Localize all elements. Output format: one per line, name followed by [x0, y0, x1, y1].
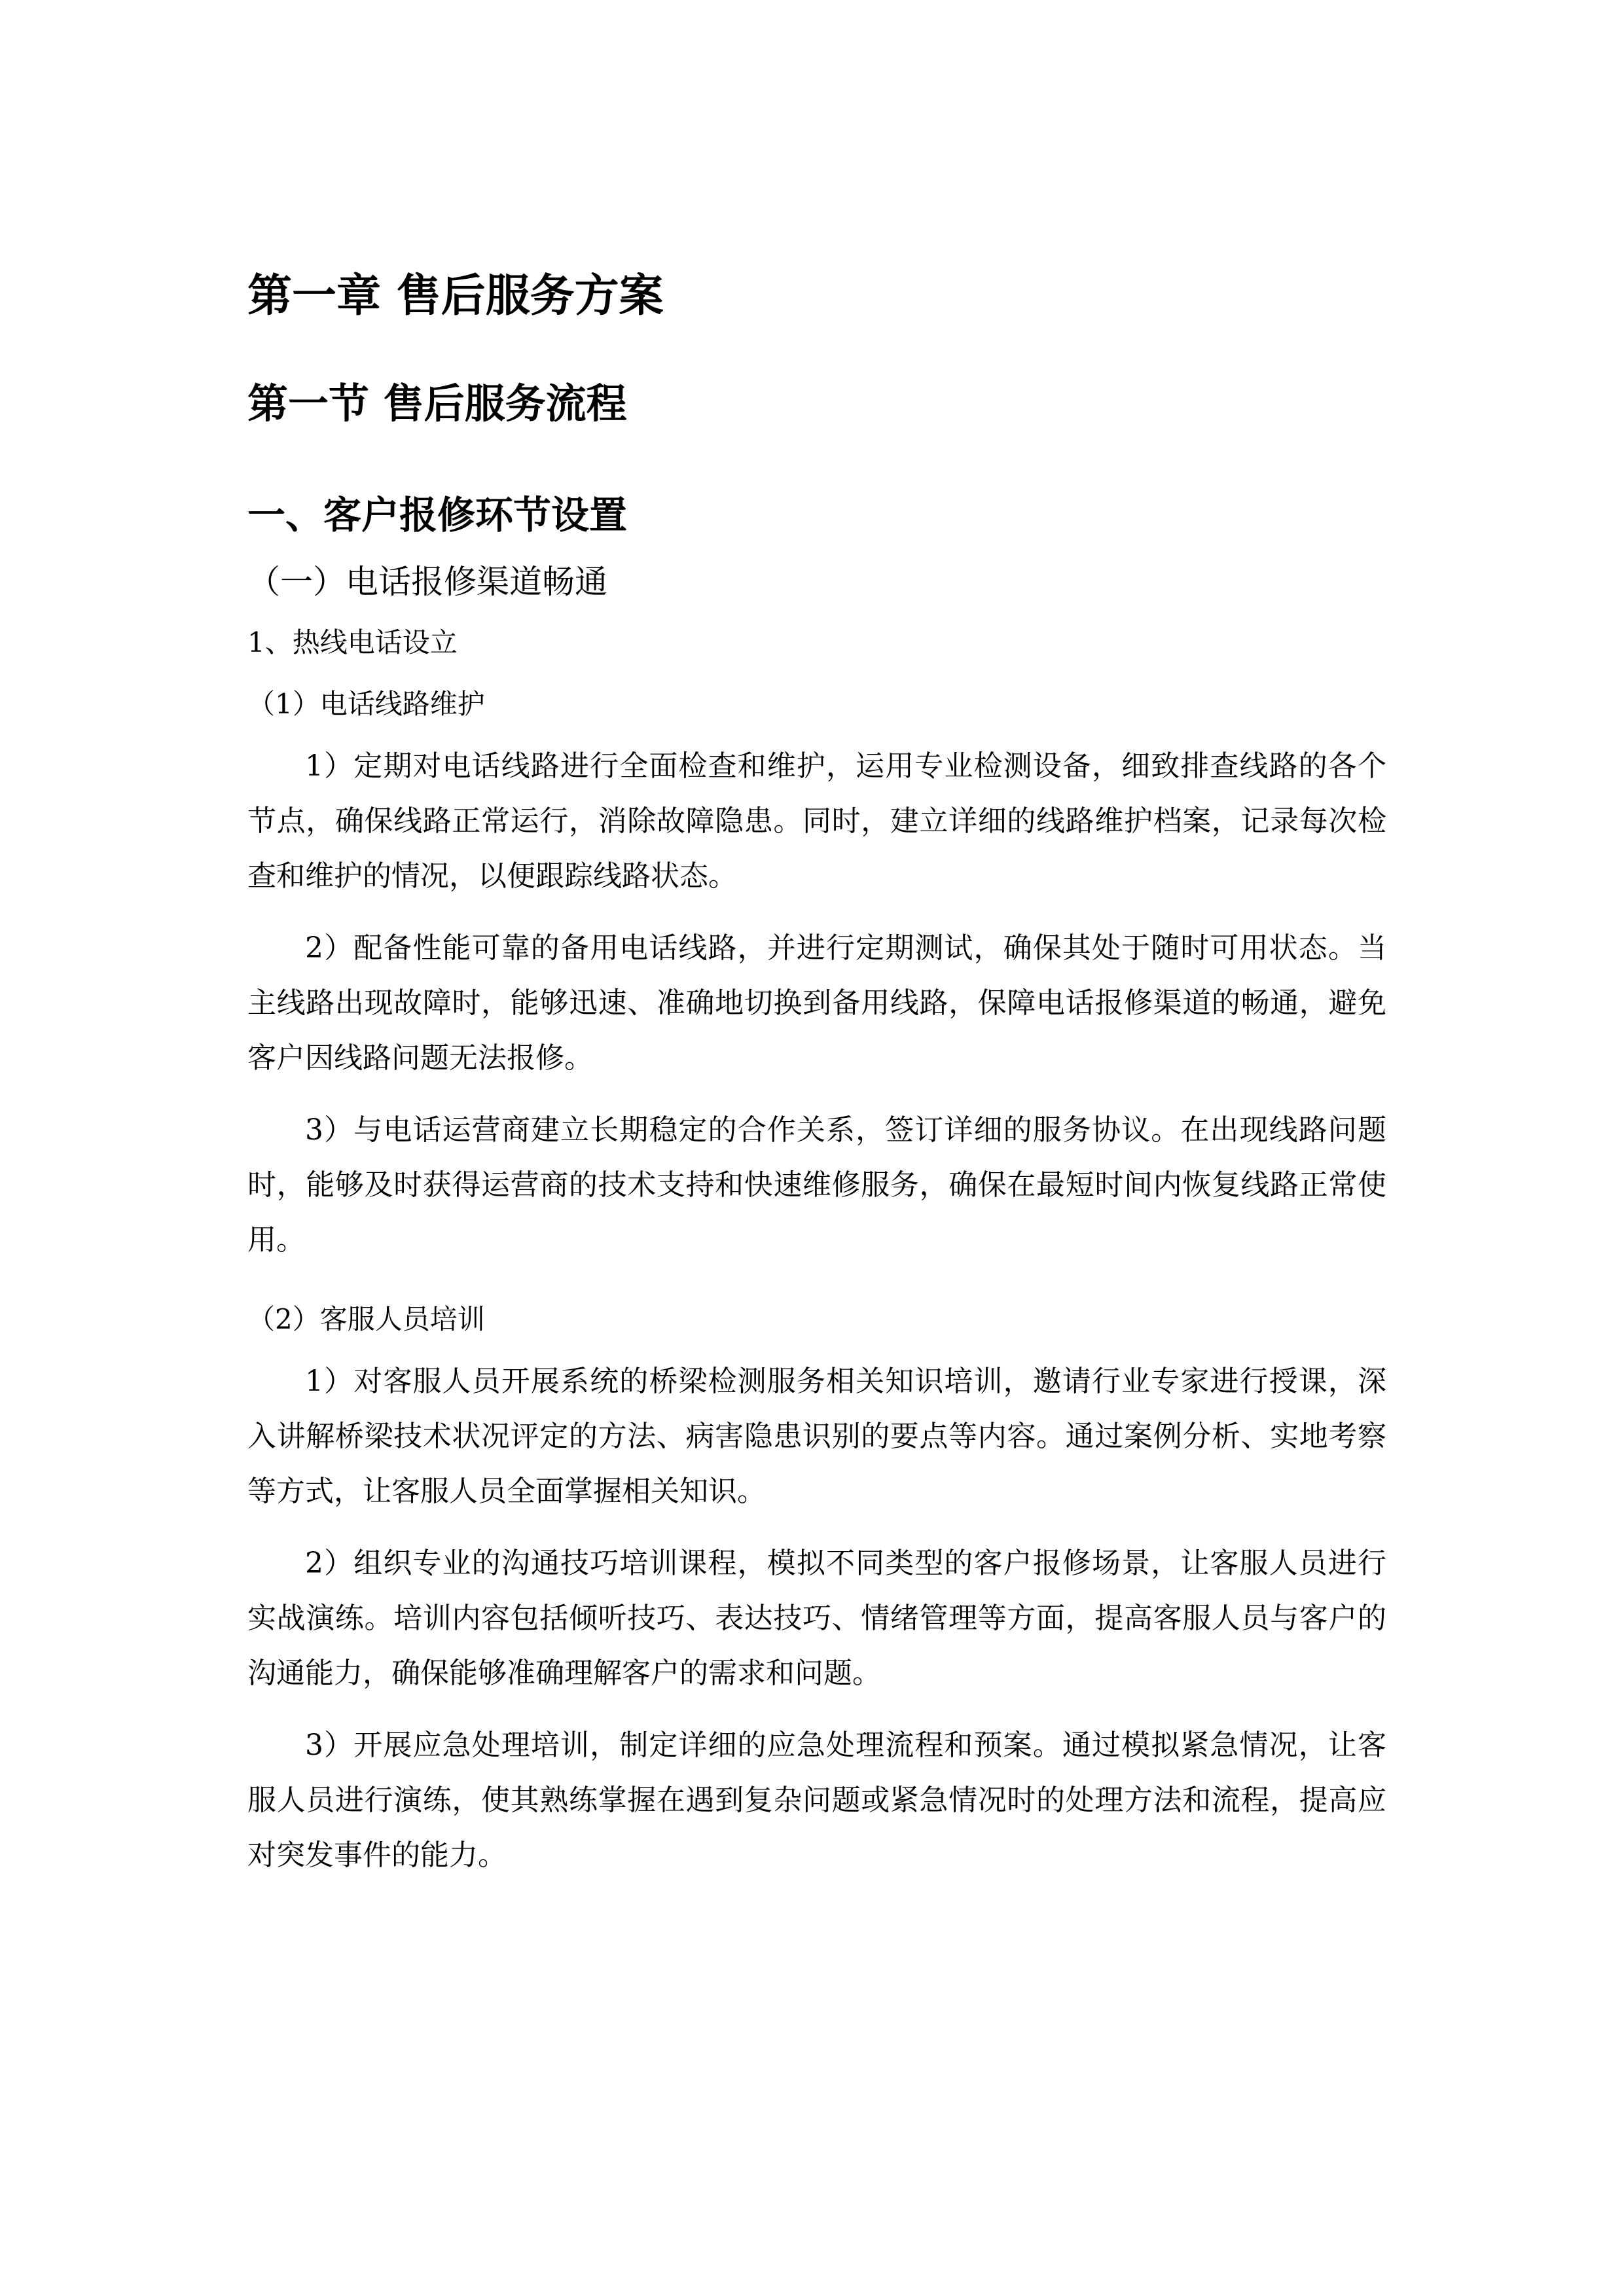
part-title: （一）电话报修渠道畅通	[247, 563, 607, 601]
group-heading: （1）电话线路维护	[247, 688, 485, 720]
subsection-title: 一、客户报修环节设置	[247, 493, 628, 537]
paragraph: 3）与电话运营商建立长期稳定的合作关系，签订详细的服务协议。在出现线路问题时，能够及时获得运营商的技术支持和快速维修服务，确保在最短时间内恢复线路正常使用。	[247, 1113, 1386, 1257]
document-body	[247, 265, 1386, 1900]
chapter-title: 第一章 售后服务方案	[247, 270, 664, 322]
paragraph: 2）配备性能可靠的备用电话线路，并进行定期测试，确保其处于随时可用状态。当主线路出现故障时，能够迅速、准确地切换到备用线路，保障电话报修渠道的畅通，避免客户因线路问题无法报修。	[247, 931, 1386, 1075]
paragraph: 2）组织专业的沟通技巧培训课程，模拟不同类型的客户报修场景，让客服人员进行实战演练。培训内容包括倾听技巧、表达技巧、情绪管理等方面，提高客服人员与客户的沟通能力，确保能够准确理解客户的需求和问题。	[247, 1547, 1386, 1690]
paragraph: 1）对客服人员开展系统的桥梁检测服务相关知识培训，邀请行业专家进行授课，深入讲解桥梁技术状况评定的方法、病害隐患识别的要点等内容。通过案例分析、实地考察等方式，让客服人员全面掌握相关知识。	[247, 1365, 1386, 1508]
spacer	[247, 1285, 1386, 1298]
item-title: 1、热线电话设立	[247, 626, 458, 658]
paragraph: 3）开展应急处理培训，制定详细的应急处理流程和预案。通过模拟紧急情况，让客服人员进行演练，使其熟练掌握在遇到复杂问题或紧急情况时的处理方法和流程，提高应对突发事件的能力。	[247, 1729, 1386, 1872]
section-title: 第一节 售后服务流程	[247, 380, 627, 427]
group-heading: （2）客服人员培训	[247, 1303, 485, 1335]
paragraph: 1）定期对电话线路进行全面检查和维护，运用专业检测设备，细致排查线路的各个节点，确保线路正常运行，消除故障隐患。同时，建立详细的线路维护档案，记录每次检查和维护的情况，以便跟踪线路状态。	[247, 749, 1386, 893]
